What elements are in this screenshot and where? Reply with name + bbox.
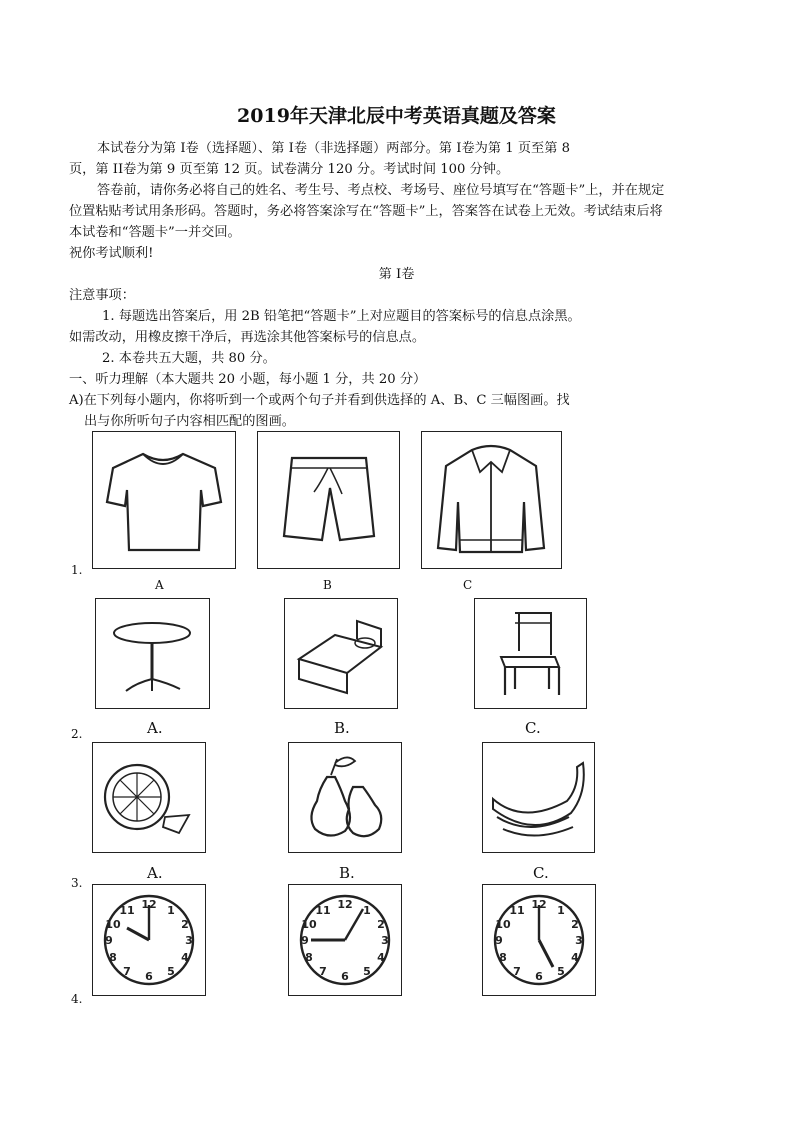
intro-line-1: 本试卷分为第 I卷（选择题）、第 I卷（非选择题）两部分。第 I卷为第 1 页至第 8 [97, 141, 570, 156]
svg-text:5: 5 [363, 965, 371, 978]
svg-text:6: 6 [535, 970, 543, 983]
svg-text:6: 6 [145, 970, 153, 983]
t-shirt-icon [93, 432, 234, 567]
svg-text:7: 7 [123, 965, 131, 978]
svg-text:9: 9 [105, 934, 113, 947]
intro-line-2: 页，第 II卷为第 9 页至第 12 页。试卷满分 120 分。考试时间 100 分钟。 [69, 162, 510, 177]
option-a-picture[interactable] [92, 431, 236, 569]
svg-text:2: 2 [181, 918, 189, 931]
intro-line-5: 本试卷和“答题卡”一并交回。 [69, 225, 241, 240]
note-1a: 1. 每题选出答案后，用 2B 铅笔把“答题卡”上对应题目的答案标号的信息点涂黑。 [102, 309, 581, 324]
option-a-label: A. [147, 719, 163, 737]
jacket-icon [422, 432, 560, 567]
svg-text:11: 11 [315, 904, 331, 917]
question-number: 2. [71, 727, 83, 741]
svg-text:2: 2 [571, 918, 579, 931]
svg-text:7: 7 [319, 965, 327, 978]
svg-text:11: 11 [509, 904, 525, 917]
clock-10-icon [93, 885, 204, 994]
notes-heading: 注意事项： [69, 288, 135, 303]
svg-text:2: 2 [377, 918, 385, 931]
svg-text:4: 4 [377, 951, 385, 964]
svg-text:6: 6 [341, 970, 349, 983]
option-b-label: B [323, 578, 332, 592]
svg-text:5: 5 [557, 965, 565, 978]
banana-icon [483, 743, 593, 851]
chair-icon [475, 599, 585, 707]
svg-text:11: 11 [119, 904, 135, 917]
intro-line-3: 答卷前，请你务必将自己的姓名、考生号、考点校、考场号、座位号填写在“答题卡”上，并在规定 [97, 183, 665, 198]
svg-text:10: 10 [301, 918, 317, 931]
option-b-picture[interactable] [284, 598, 398, 709]
svg-text:10: 10 [105, 918, 121, 931]
option-b-picture[interactable] [288, 742, 402, 853]
svg-text:3: 3 [185, 934, 193, 947]
option-c-label: C. [525, 719, 541, 737]
option-c-picture[interactable] [421, 431, 562, 569]
option-b-label: B. [334, 719, 350, 737]
svg-text:1: 1 [557, 904, 565, 917]
svg-text:3: 3 [575, 934, 583, 947]
section-title: 第 I卷 [378, 267, 415, 282]
clock-9-icon [289, 885, 400, 994]
svg-text:8: 8 [109, 951, 117, 964]
question-number: 3. [71, 876, 83, 890]
round-table-icon [96, 599, 208, 707]
intro-line-6: 祝你考试顺利! [69, 246, 154, 261]
svg-text:12: 12 [337, 898, 353, 911]
part1-heading: 一、听力理解（本大题共 20 小题，每小题 1 分，共 20 分） [69, 372, 427, 387]
shorts-icon [258, 432, 398, 567]
part1-instruction-2: 出与你所听句子内容相匹配的图画。 [84, 414, 295, 429]
svg-text:9: 9 [495, 934, 503, 947]
option-a-picture[interactable] [95, 598, 210, 709]
option-c-picture[interactable] [474, 598, 587, 709]
svg-text:12: 12 [141, 898, 157, 911]
pear-icon [289, 743, 400, 851]
svg-text:7: 7 [513, 965, 521, 978]
option-c-label: C [463, 578, 473, 592]
intro-line-4: 位置粘贴考试用条形码。答题时，务必将答案涂写在“答题卡”上，答案答在试卷上无效。考试结束后将 [69, 204, 663, 219]
option-a-picture[interactable] [92, 884, 206, 996]
question-number: 1. [71, 563, 83, 577]
svg-text:3: 3 [381, 934, 389, 947]
note-2: 2. 本卷共五大题，共 80 分。 [102, 351, 276, 366]
svg-text:8: 8 [305, 951, 313, 964]
svg-text:4: 4 [571, 951, 579, 964]
svg-text:1: 1 [167, 904, 175, 917]
orange-icon [93, 743, 204, 851]
option-b-label: B. [339, 864, 355, 882]
option-c-picture[interactable] [482, 742, 595, 853]
option-a-picture[interactable] [92, 742, 206, 853]
svg-text:9: 9 [301, 934, 309, 947]
option-a-label: A. [147, 864, 163, 882]
bed-icon [285, 599, 396, 707]
svg-text:8: 8 [499, 951, 507, 964]
option-b-picture[interactable] [257, 431, 400, 569]
page-title: 2019年天津北辰中考英语真题及答案 [237, 105, 556, 127]
clock-5-icon [483, 885, 594, 994]
question-number: 4. [71, 992, 83, 1006]
svg-text:10: 10 [495, 918, 511, 931]
note-1b: 如需改动，用橡皮擦干净后，再选涂其他答案标号的信息点。 [69, 330, 426, 345]
svg-text:4: 4 [181, 951, 189, 964]
option-c-label: C. [533, 864, 549, 882]
svg-text:12: 12 [531, 898, 547, 911]
option-c-picture[interactable] [482, 884, 596, 996]
svg-text:5: 5 [167, 965, 175, 978]
part1-instruction-1: A)在下列每小题内，你将听到一个或两个句子并看到供选择的 A、B、C 三幅图画。找 [69, 393, 570, 408]
option-b-picture[interactable] [288, 884, 402, 996]
option-a-label: A [155, 578, 164, 592]
svg-text:1: 1 [363, 904, 371, 917]
